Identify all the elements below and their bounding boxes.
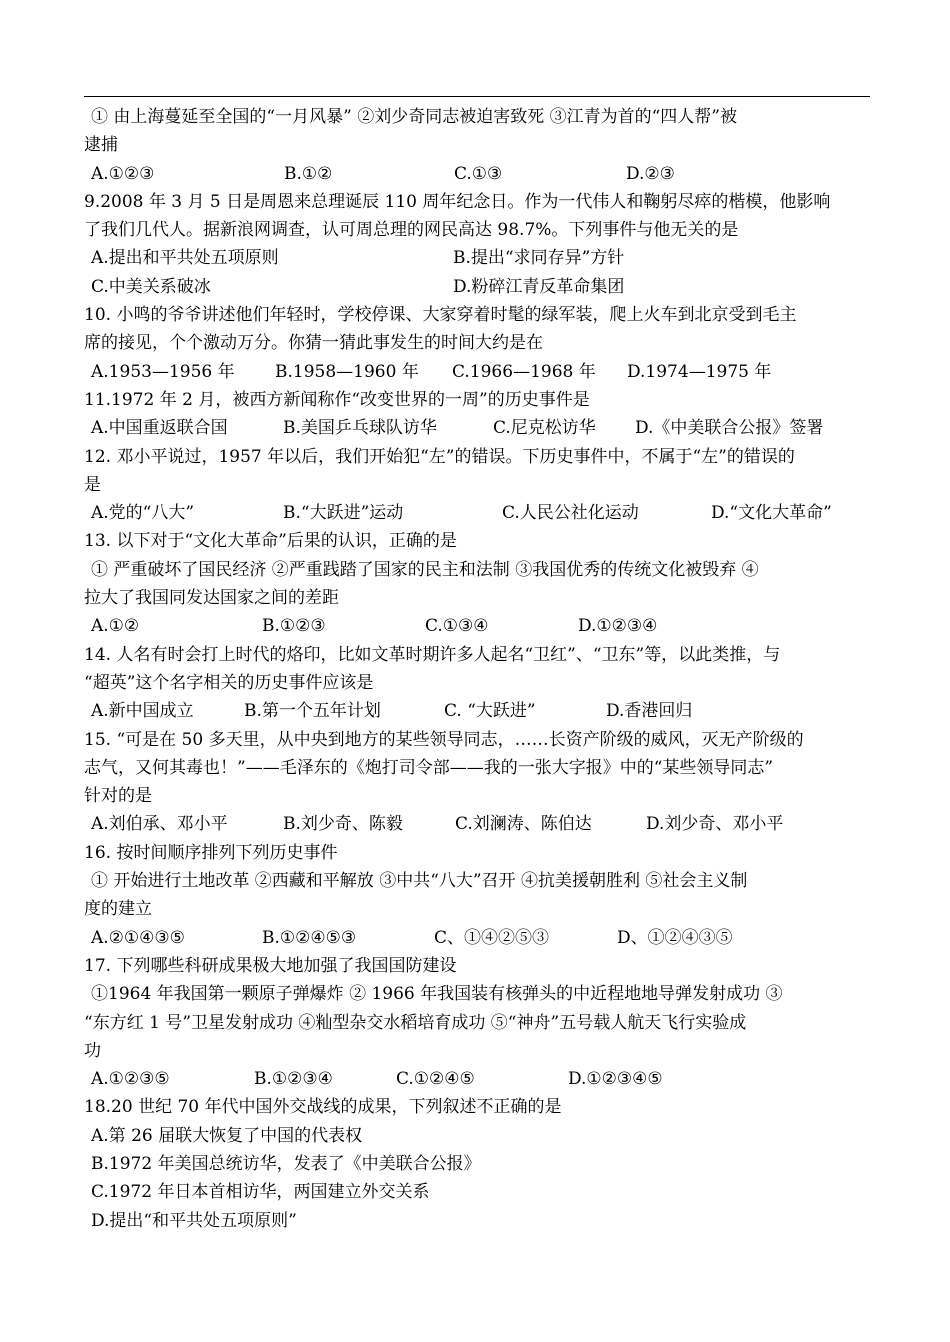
option-a[interactable]: A.①②③⑤: [91, 1069, 170, 1090]
question-8-items: ① 由上海蔓延至全国的“一月风暴” ②刘少奇同志被迫害致死 ③江青为首的“四人帮”被: [91, 107, 737, 127]
option-b[interactable]: B.①②③: [262, 616, 326, 637]
question-15-stem: 15. “可是在 50 多天里，从中央到地方的某些领导同志，……长资产阶级的威风，灭无产阶级的: [84, 729, 804, 750]
question-12-options: [84, 499, 870, 527]
option-c[interactable]: C.①③④: [425, 616, 489, 637]
option-a[interactable]: A.刘伯承、邓小平: [91, 814, 228, 835]
option-c[interactable]: C.①③: [454, 163, 503, 184]
option-d[interactable]: D.刘少奇、邓小平: [646, 814, 784, 835]
question-16-stem: 16. 按时间顺序排列下列历史事件: [84, 842, 338, 863]
question-11-options: [84, 414, 870, 442]
option-a[interactable]: A.中国重返联合国: [91, 418, 228, 439]
question-17-items: ①1964 年我国第一颗原子弹爆炸 ② 1966 年我国装有核弹头的中近程地地导弹发射成功 ③: [91, 984, 783, 1005]
option-a[interactable]: A.新中国成立: [91, 701, 194, 722]
question-10-stem: 10. 小鸣的爷爷讲述他们年轻时，学校停课、大家穿着时髦的绿军装，爬上火车到北京受到毛主: [84, 305, 797, 326]
question-8-options: [84, 160, 870, 188]
question-9-options-row2: [84, 273, 870, 301]
question-18-stem: 18.20 世纪 70 年代中国外交战线的成果，下列叙述不正确的是: [84, 1097, 562, 1118]
question-10-stem-cont: 席的接见，个个激动万分。你猜一猜此事发生的时间大约是在: [84, 333, 543, 354]
option-b[interactable]: B.①②④⑤③: [262, 927, 357, 948]
option-c[interactable]: C.尼克松访华: [493, 418, 596, 439]
question-9-stem-cont: 了我们几代人。据新浪网调查，认可周总理的网民高达 98.7%。下列事件与他无关的是: [84, 220, 739, 241]
question-9-stem: 9.2008 年 3 月 5 日是周恩来总理诞辰 110 周年纪念日。作为一代伟人和鞠躬尽瘁的楷模，他影响: [84, 191, 831, 212]
question-17: [84, 952, 870, 1093]
option-d[interactable]: D.香港回归: [606, 701, 693, 722]
option-d[interactable]: D.①②③④: [578, 616, 658, 637]
question-11: [84, 386, 870, 443]
option-b[interactable]: B.美国乒乓球队访华: [283, 418, 437, 439]
question-12-stem-cont: 是: [84, 474, 101, 495]
option-b[interactable]: B.“大跃进”运动: [283, 503, 404, 524]
option-c[interactable]: C. “大跃进”: [444, 701, 536, 722]
option-b[interactable]: B.①②③④: [254, 1069, 333, 1090]
option-d[interactable]: D.“文化大革命”: [711, 503, 832, 524]
option-c[interactable]: C.1972 年日本首相访华，两国建立外交关系: [91, 1182, 430, 1203]
option-a[interactable]: A.党的“八大”: [91, 503, 195, 524]
option-c[interactable]: C.刘澜涛、陈伯达: [455, 814, 592, 835]
question-9-options-row1: [84, 244, 870, 272]
option-d[interactable]: D.提出“和平共处五项原则”: [91, 1210, 297, 1231]
option-d[interactable]: D.《中美联合公报》签署: [635, 418, 824, 439]
question-17-items-cont2: 功: [84, 1040, 101, 1061]
question-16-options: [84, 924, 870, 952]
question-17-stem: 17. 下列哪些科研成果极大地加强了我国国防建设: [84, 955, 457, 976]
question-12: [84, 443, 870, 528]
question-11-stem: 11.1972 年 2 月，被西方新闻称作“改变世界的一周”的历史事件是: [84, 389, 590, 410]
option-c[interactable]: C.中美关系破冰: [91, 276, 211, 297]
question-14: [84, 641, 870, 726]
option-a[interactable]: A.提出和平共处五项原则: [91, 248, 279, 269]
question-17-items-cont: “东方红 1 号”卫星发射成功 ④籼型杂交水稻培育成功 ⑤“神舟”五号载人航天飞行实验成: [84, 1012, 747, 1033]
option-a[interactable]: A.第 26 届联大恢复了中国的代表权: [91, 1125, 363, 1146]
question-9: [84, 188, 870, 301]
question-8: [84, 103, 870, 188]
option-b[interactable]: B.1972 年美国总统访华，发表了《中美联合公报》: [91, 1153, 481, 1174]
option-d[interactable]: D、①②④③⑤: [617, 927, 733, 948]
question-13-options: [84, 612, 870, 640]
question-8-items-cont: 逮捕: [84, 135, 118, 156]
question-16: [84, 839, 870, 952]
question-13: [84, 527, 870, 640]
question-15-stem-cont: 志气，又何其毒也！”——毛泽东的《炮打司令部——我的一张大字报》中的“某些领导同志”: [84, 757, 774, 778]
question-17-options: [84, 1065, 870, 1093]
option-b[interactable]: B.提出“求同存异”方针: [453, 248, 625, 269]
question-13-items: ① 严重破坏了国民经济 ②严重践踏了国家的民主和法制 ③我国优秀的传统文化被毁弃 ④: [91, 559, 759, 580]
question-13-stem: 13. 以下对于“文化大革命”后果的认识，正确的是: [84, 531, 457, 552]
option-d[interactable]: D.粉碎江青反革命集团: [453, 276, 625, 297]
option-d[interactable]: D.①②③④⑤: [568, 1069, 663, 1090]
option-c[interactable]: C.人民公社化运动: [502, 503, 639, 524]
option-a[interactable]: A.1953—1956 年: [91, 361, 235, 382]
header-rule: [84, 96, 870, 97]
option-a[interactable]: A.①②: [91, 616, 140, 637]
question-14-options: [84, 697, 870, 725]
option-a[interactable]: A.①②③: [91, 163, 155, 184]
question-15: [84, 726, 870, 839]
question-14-stem: 14. 人名有时会打上时代的烙印，比如文革时期许多人起名“卫红”、“卫东”等，以此类推，与: [84, 644, 781, 665]
option-d[interactable]: D.②③: [626, 163, 675, 184]
question-12-stem: 12. 邓小平说过，1957 年以后，我们开始犯“左”的错误。下历史事件中，不属于“左”的错误的: [84, 446, 795, 467]
option-c[interactable]: C.①②④⑤: [396, 1069, 475, 1090]
question-15-options: [84, 810, 870, 838]
question-10: [84, 301, 870, 386]
question-16-items-cont: 度的建立: [84, 899, 152, 920]
question-13-items-cont: 拉大了我国同发达国家之间的差距: [84, 588, 339, 609]
option-b[interactable]: B.1958—1960 年: [275, 361, 419, 382]
question-18: [84, 1093, 870, 1234]
option-c[interactable]: C、①④②⑤③: [434, 927, 550, 948]
exam-page: [84, 96, 870, 1235]
option-a[interactable]: A.②①④③⑤: [91, 927, 185, 948]
option-c[interactable]: C.1966—1968 年: [452, 361, 596, 382]
option-b[interactable]: B.刘少奇、陈毅: [283, 814, 403, 835]
option-d[interactable]: D.1974—1975 年: [627, 361, 772, 382]
question-14-stem-cont: “超英”这个名字相关的历史事件应该是: [84, 672, 374, 693]
option-b[interactable]: B.①②: [284, 163, 333, 184]
question-10-options: [84, 358, 870, 386]
question-15-stem-cont2: 针对的是: [84, 786, 152, 807]
option-b[interactable]: B.第一个五年计划: [244, 701, 381, 722]
question-16-items: ① 开始进行土地改革 ②西藏和平解放 ③中共“八大”召开 ④抗美援朝胜利 ⑤社会主义制: [91, 871, 748, 892]
